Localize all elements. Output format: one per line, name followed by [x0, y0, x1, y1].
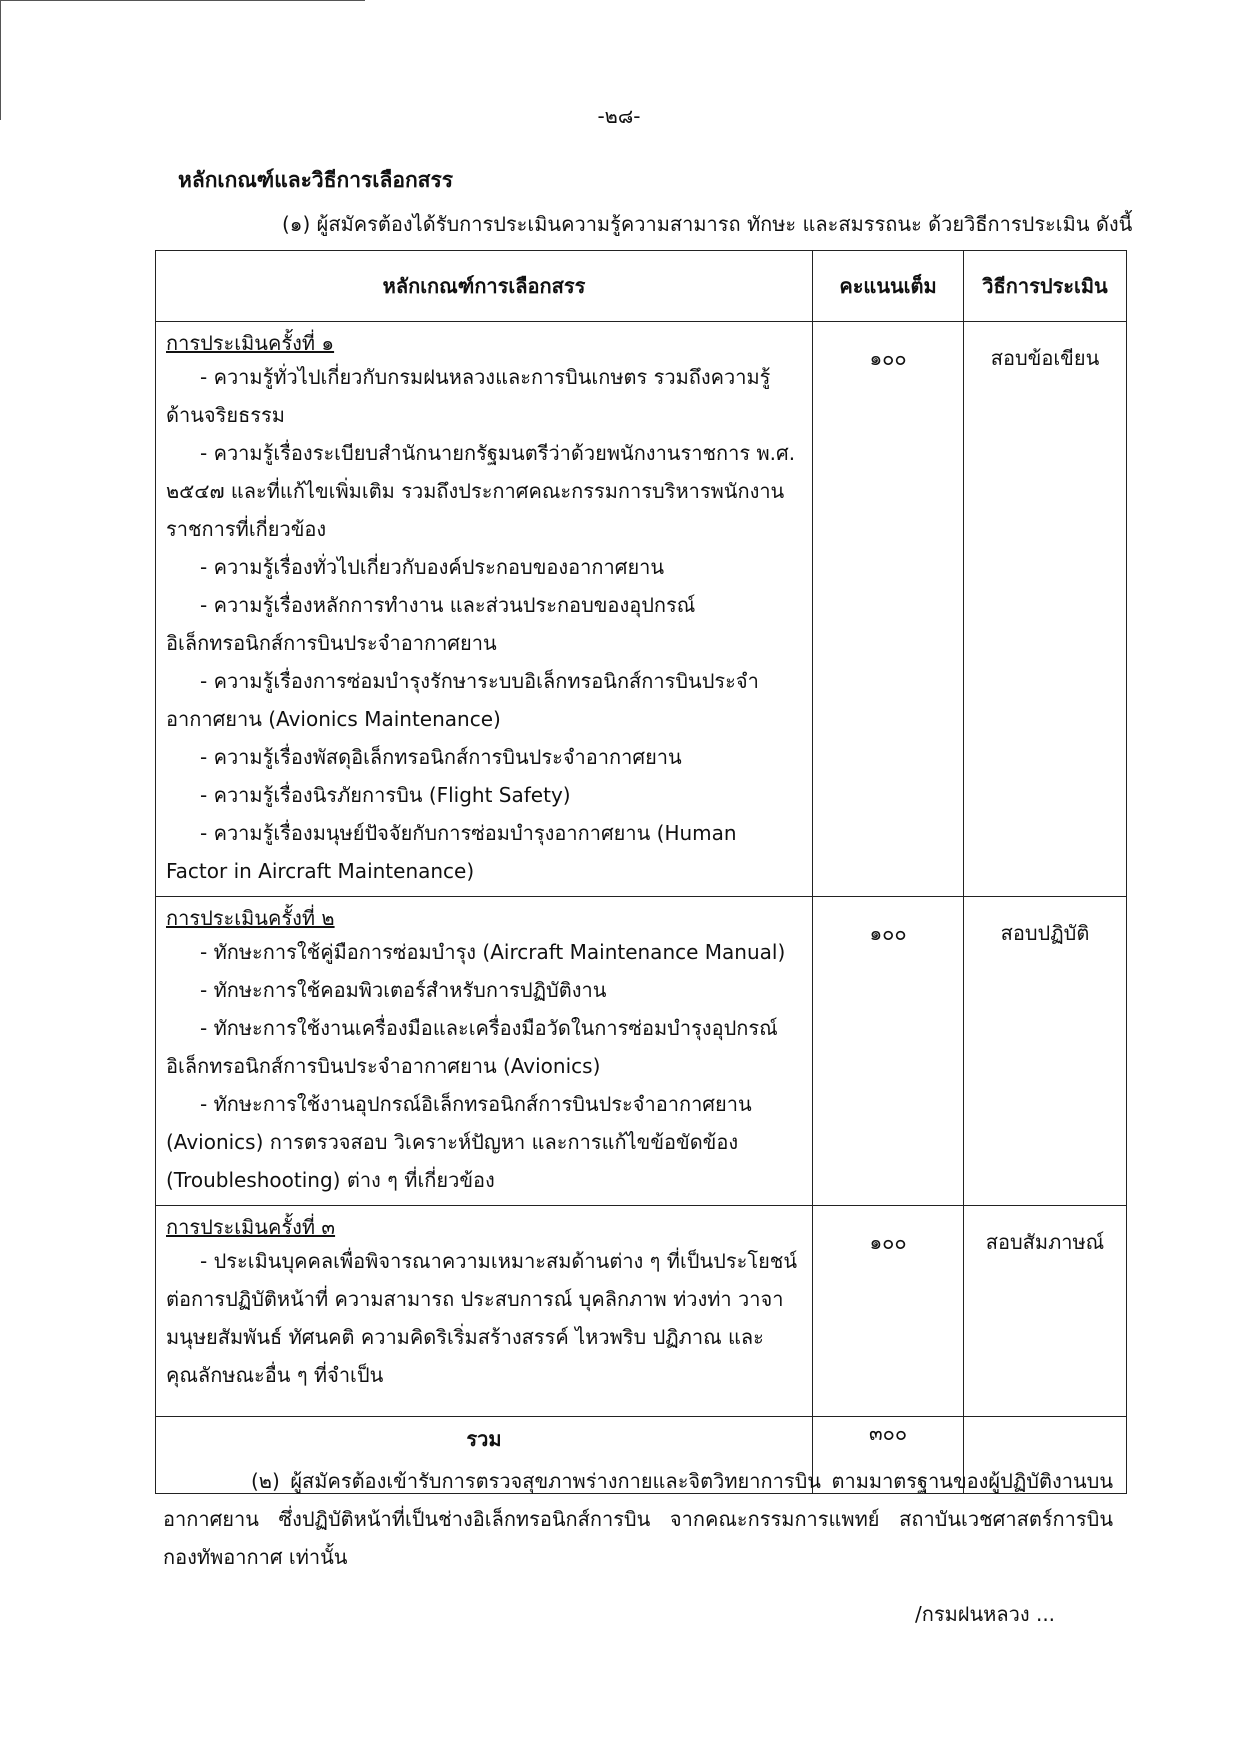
criteria-item: - ประเมินบุคคลเพื่อพิจารณาความเหมาะสมด้านต่าง ๆ ที่เป็นประโยชน์ต่อการปฏิบัติหน้าที่ ความสามารถ ประสบการณ์ บุคลิกภาพ ท่วงท่า วาจา มนุษยสัมพันธ์ ทัศนคติ ความคิดริเริ่มสร้างสรรค์ ไหวพริบ ปฏิภาณ และคุณลักษณะอื่น ๆ ที่จำเป็น: [166, 1249, 798, 1387]
score-cell: ๑๐๐: [813, 897, 964, 1206]
criteria-item: - ความรู้เรื่องหลักการทำงาน และส่วนประกอบของอุปกรณ์อิเล็กทรอนิกส์การบินประจำอากาศยาน: [166, 593, 696, 655]
table-row: [156, 897, 1127, 1206]
header-method: วิธีการประเมิน: [964, 251, 1127, 322]
criteria-cell: [156, 1206, 813, 1417]
header-score: คะแนนเต็ม: [813, 251, 964, 322]
method-cell: สอบสัมภาษณ์: [964, 1206, 1127, 1417]
page-number: -๒๘-: [597, 104, 641, 128]
criteria-item: - ความรู้เรื่องทั่วไปเกี่ยวกับองค์ประกอบของอากาศยาน: [200, 555, 665, 579]
table-row: [156, 1206, 1127, 1417]
criteria-item: - ความรู้เรื่องระเบียบสำนักนายกรัฐมนตรีว่าด้วยพนักงานราชการ พ.ศ. ๒๕๔๗ และที่แก้ไขเพิ่มเติม รวมถึงประกาศคณะกรรมการบริหารพนักงานราชการที่เกี่ยวข้อง: [166, 441, 796, 541]
criteria-item: - ทักษะการใช้งานเครื่องมือและเครื่องมือวัดในการซ่อมบำรุงอุปกรณ์อิเล็กทรอนิกส์การบินประจำอากาศยาน (Avionics): [166, 1016, 778, 1078]
criteria-item: - ทักษะการใช้งานอุปกรณ์อิเล็กทรอนิกส์การบินประจำอากาศยาน (Avionics) การตรวจสอบ วิเคราะห์ปัญหา และการแก้ไขข้อขัดข้อง (Troubleshooting) ต่าง ๆ ที่เกี่ยวข้อง: [166, 1092, 752, 1192]
criteria-table: [155, 250, 1127, 1494]
table-header-row: [156, 251, 1127, 322]
continuation-footer: /กรมฝนหลวง ...: [915, 1602, 1056, 1626]
criteria-cell: [156, 897, 813, 1206]
criteria-item: - ทักษะการใช้คอมพิวเตอร์สำหรับการปฏิบัติงาน: [200, 978, 607, 1002]
round-title: การประเมินครั้งที่ ๓: [166, 1215, 336, 1239]
criteria-item: - ความรู้เรื่องนิรภัยการบิน (Flight Safety): [200, 783, 571, 807]
criteria-item: - ความรู้เรื่องการซ่อมบำรุงรักษาระบบอิเล็กทรอนิกส์การบินประจำอากาศยาน (Avionics Maintenance): [166, 669, 759, 731]
method-cell: สอบข้อเขียน: [964, 322, 1127, 897]
section-heading: หลักเกณฑ์และวิธีการเลือกสรร: [178, 168, 454, 192]
criteria-item: - ความรู้เรื่องพัสดุอิเล็กทรอนิกส์การบินประจำอากาศยาน: [200, 745, 682, 769]
total-label: รวม: [156, 1417, 813, 1494]
criteria-item: - ความรู้เรื่องมนุษย์ปัจจัยกับการซ่อมบำรุงอากาศยาน (Human Factor in Aircraft Maintenance): [166, 821, 737, 883]
score-cell: ๑๐๐: [813, 1206, 964, 1417]
criteria-item: - ความรู้ทั่วไปเกี่ยวกับกรมฝนหลวงและการบินเกษตร รวมถึงความรู้ด้านจริยธรรม: [166, 365, 771, 427]
intro-paragraph: (๑) ผู้สมัครต้องได้รับการประเมินความรู้ความสามารถ ทักษะ และสมรรถนะ ด้วยวิธีการประเมิน ดังนี้: [282, 212, 1133, 236]
round-title: การประเมินครั้งที่ ๑: [166, 331, 335, 355]
criteria-cell: [156, 322, 813, 897]
method-cell: สอบปฏิบัติ: [964, 897, 1127, 1206]
health-requirement-paragraph: (๒) ผู้สมัครต้องเข้ารับการตรวจสุขภาพร่างกายและจิตวิทยาการบิน ตามมาตรฐานของผู้ปฏิบัติงานบนอากาศยาน ซึ่งปฏิบัติหน้าที่เป็นช่างอิเล็กทรอนิกส์การบิน จากคณะกรรมการแพทย์ สถาบันเวชศาสตร์การบินกองทัพอากาศ เท่านั้น: [163, 1469, 1113, 1569]
total-score: ๓๐๐: [813, 1417, 964, 1494]
scan-edge-top: [0, 0, 365, 1]
score-cell: ๑๐๐: [813, 322, 964, 897]
header-criteria: หลักเกณฑ์การเลือกสรร: [156, 251, 813, 322]
round-title: การประเมินครั้งที่ ๒: [166, 906, 335, 930]
criteria-item: - ทักษะการใช้คู่มือการซ่อมบำรุง (Aircraft Maintenance Manual): [200, 940, 786, 964]
table-row: [156, 322, 1127, 897]
